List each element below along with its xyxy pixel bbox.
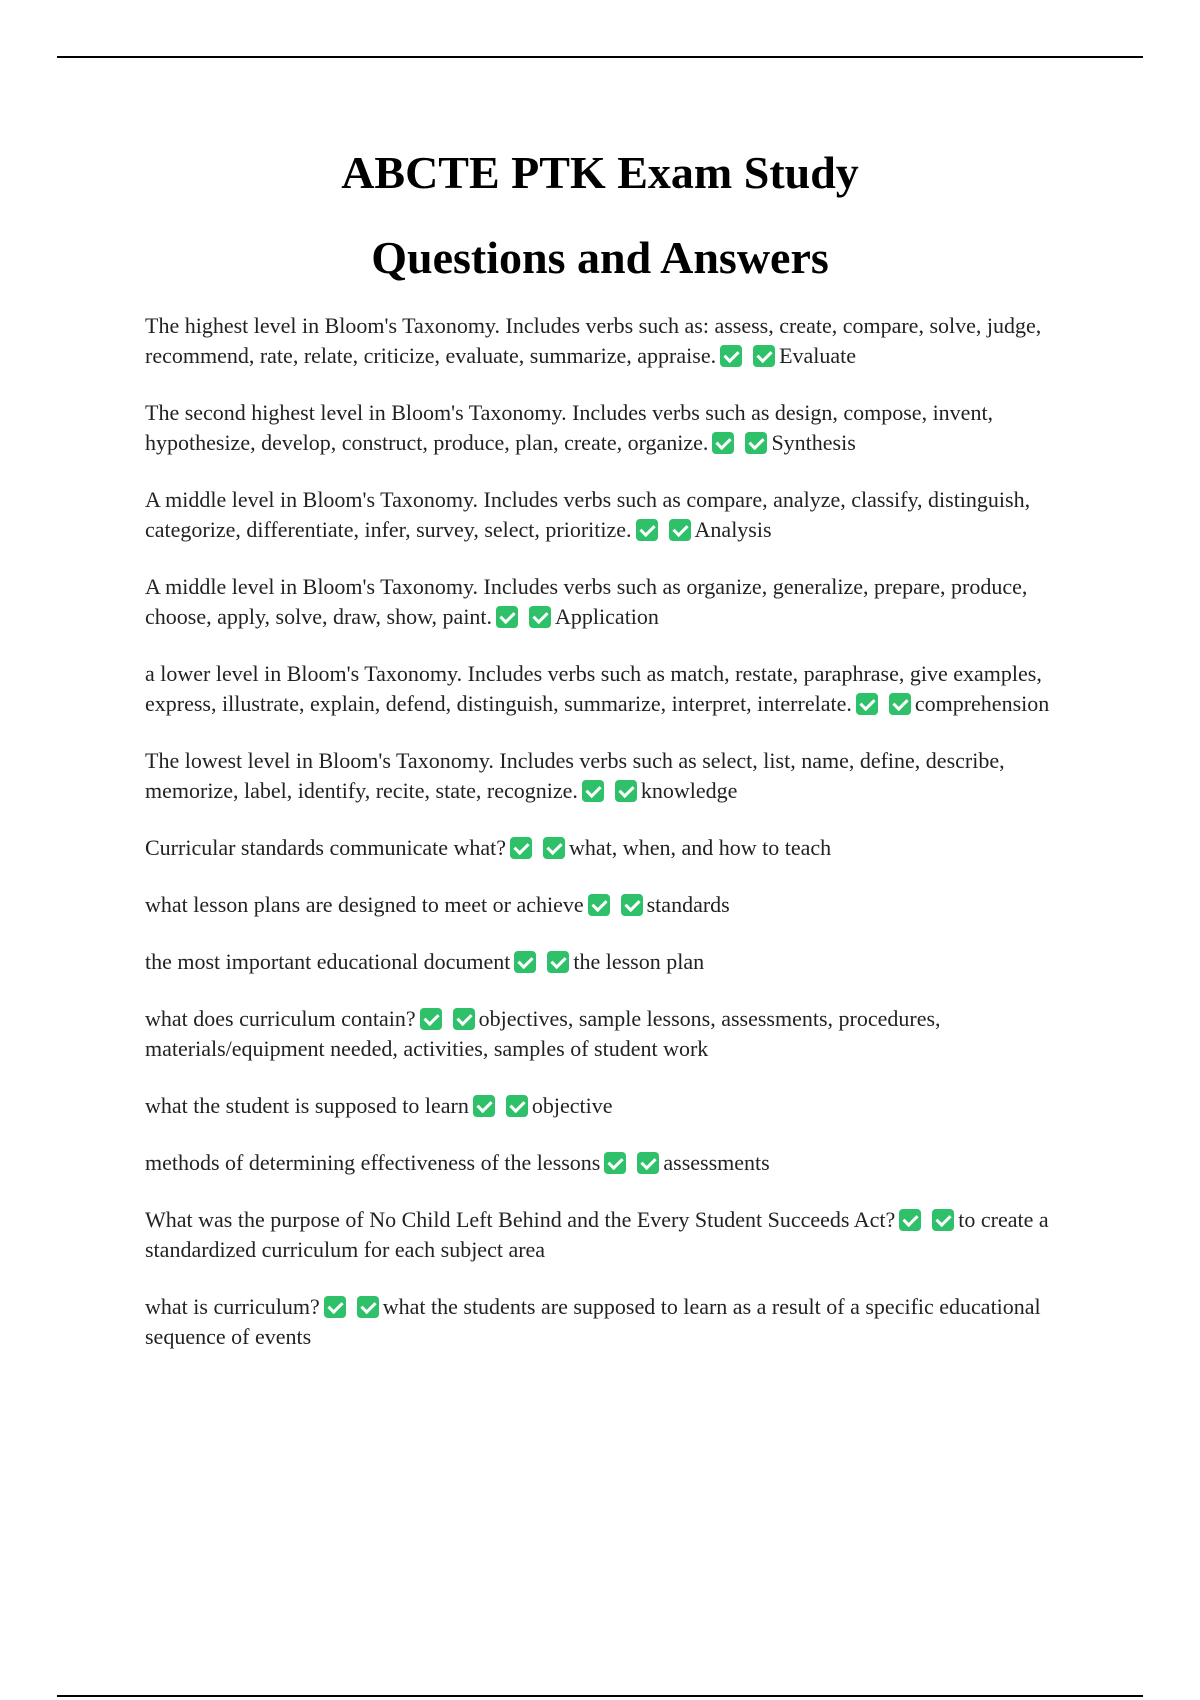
document-title-line-2: Questions and Answers — [371, 232, 829, 283]
question-text: What was the purpose of No Child Left Behind and the Every Student Succeeds Act? — [145, 1207, 896, 1232]
qa-item — [145, 311, 1095, 371]
qa-item — [145, 947, 1095, 977]
question-text: Curricular standards communicate what? — [145, 835, 507, 860]
checkmark-icon — [753, 345, 775, 367]
checkmark-icon — [529, 606, 551, 628]
checkmark-icon — [615, 780, 637, 802]
qa-item — [145, 1205, 1095, 1265]
checkmark-icon — [637, 1152, 659, 1174]
qa-item — [145, 659, 1095, 719]
question-text: methods of determining effectiveness of the lessons — [145, 1150, 601, 1175]
document-title-line-1: ABCTE PTK Exam Study — [341, 147, 859, 198]
answer-text: Synthesis — [771, 430, 856, 455]
question-text: The lowest level in Bloom's Taxonomy. Includes verbs such as select, list, name, define, describe, memorize, label, identify, recite, state, recognize. — [145, 748, 1005, 803]
answer-text: what the students are supposed to learn as a result of a specific educational sequence of events — [145, 1294, 1041, 1349]
checkmark-icon — [712, 432, 734, 454]
answer-text: knowledge — [640, 778, 738, 803]
bottom-rule — [57, 1695, 1143, 1697]
checkmark-icon — [420, 1008, 442, 1030]
checkmark-icon — [582, 780, 604, 802]
checkmark-icon — [932, 1209, 954, 1231]
answer-text: objectives, sample lessons, assessments, procedures, materials/equipment needed, activities, samples of student work — [145, 1006, 941, 1061]
answer-text: Analysis — [694, 517, 772, 542]
question-text: A middle level in Bloom's Taxonomy. Includes verbs such as organize, generalize, prepare, produce, choose, apply, solve, draw, show, paint. — [145, 574, 1028, 629]
qa-item — [145, 746, 1095, 806]
answer-text: the lesson plan — [573, 949, 705, 974]
question-text: what is curriculum? — [145, 1294, 320, 1319]
answer-text: comprehension — [914, 691, 1050, 716]
checkmark-icon — [636, 519, 658, 541]
checkmark-icon — [357, 1296, 379, 1318]
checkmark-icon — [621, 894, 643, 916]
checkmark-icon — [473, 1095, 495, 1117]
qa-list — [145, 311, 1095, 1379]
answer-text: Application — [555, 604, 659, 629]
question-text: The highest level in Bloom's Taxonomy. Includes verbs such as: assess, create, compare, solve, judge, recommend, rate, relate, criticize, evaluate, summarize, appraise. — [145, 313, 1042, 368]
question-text: what lesson plans are designed to meet or achieve — [145, 892, 584, 917]
question-text: what does curriculum contain? — [145, 1006, 416, 1031]
checkmark-icon — [543, 837, 565, 859]
checkmark-icon — [514, 951, 536, 973]
checkmark-icon — [510, 837, 532, 859]
qa-item — [145, 1148, 1095, 1178]
checkmark-icon — [669, 519, 691, 541]
qa-item — [145, 572, 1095, 632]
question-text: the most important educational document — [145, 949, 511, 974]
checkmark-icon — [889, 693, 911, 715]
qa-item — [145, 1292, 1095, 1352]
checkmark-icon — [856, 693, 878, 715]
checkmark-icon — [506, 1095, 528, 1117]
answer-text: standards — [646, 892, 730, 917]
checkmark-icon — [496, 606, 518, 628]
checkmark-icon — [604, 1152, 626, 1174]
question-text: what the student is supposed to learn — [145, 1093, 469, 1118]
answer-text: to create a standardized curriculum for each subject area — [145, 1207, 1049, 1262]
top-rule — [57, 56, 1143, 58]
question-text: a lower level in Bloom's Taxonomy. Includes verbs such as match, restate, paraphrase, give examples, express, illustrate, explain, defend, distinguish, summarize, interpret, interrelate. — [145, 661, 1042, 716]
qa-item — [145, 833, 1095, 863]
qa-item — [145, 890, 1095, 920]
checkmark-icon — [745, 432, 767, 454]
checkmark-icon — [899, 1209, 921, 1231]
checkmark-icon — [588, 894, 610, 916]
answer-text: Evaluate — [779, 343, 857, 368]
question-text: A middle level in Bloom's Taxonomy. Includes verbs such as compare, analyze, classify, distinguish, categorize, differentiate, infer, survey, select, prioritize. — [145, 487, 1031, 542]
qa-item — [145, 398, 1095, 458]
qa-item — [145, 1004, 1095, 1064]
checkmark-icon — [324, 1296, 346, 1318]
checkmark-icon — [453, 1008, 475, 1030]
answer-text: what, when, and how to teach — [569, 835, 832, 860]
question-text: The second highest level in Bloom's Taxonomy. Includes verbs such as design, compose, invent, hypothesize, develop, construct, produce, plan, create, organize. — [145, 400, 994, 455]
qa-item — [145, 1091, 1095, 1121]
answer-text: assessments — [663, 1150, 770, 1175]
checkmark-icon — [720, 345, 742, 367]
qa-item — [145, 485, 1095, 545]
checkmark-icon — [547, 951, 569, 973]
answer-text: objective — [531, 1093, 613, 1118]
